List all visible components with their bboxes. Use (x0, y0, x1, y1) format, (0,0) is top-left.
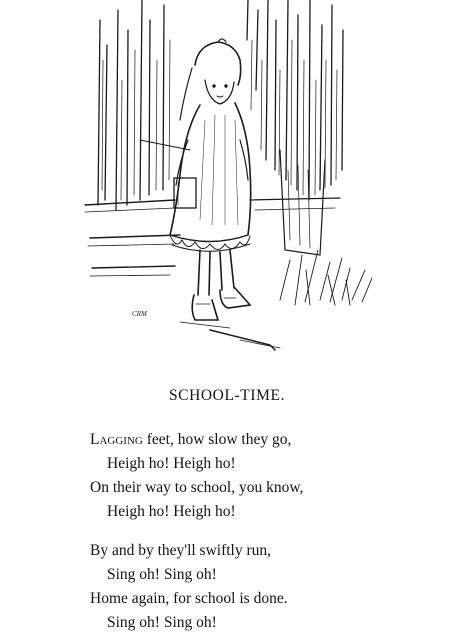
drop-word: Lagging (90, 431, 143, 448)
poem-line (90, 428, 430, 452)
poem-line: By and by they'll swiftly run, (90, 542, 272, 559)
artist-signature: CRM (132, 310, 147, 318)
poem-line: Sing oh! Sing oh! (107, 614, 217, 631)
poem-body (90, 428, 430, 635)
poem-line: Sing oh! Sing oh! (107, 566, 217, 583)
poem-title: SCHOOL-TIME. (168, 387, 286, 404)
poem-line: Home again, for school is done. (90, 590, 288, 607)
stanza-gap (90, 524, 430, 539)
poem-line: Heigh ho! Heigh ho! (107, 503, 236, 520)
poem-line: On their way to school, you know, (90, 479, 304, 496)
girl-illustration (80, 0, 380, 360)
stanza-2 (90, 539, 430, 635)
stanza-1 (90, 428, 430, 524)
line-text: feet, how slow they go, (142, 431, 292, 448)
poem-line: Heigh ho! Heigh ho! (107, 455, 236, 472)
illustration-drawing (80, 0, 380, 360)
